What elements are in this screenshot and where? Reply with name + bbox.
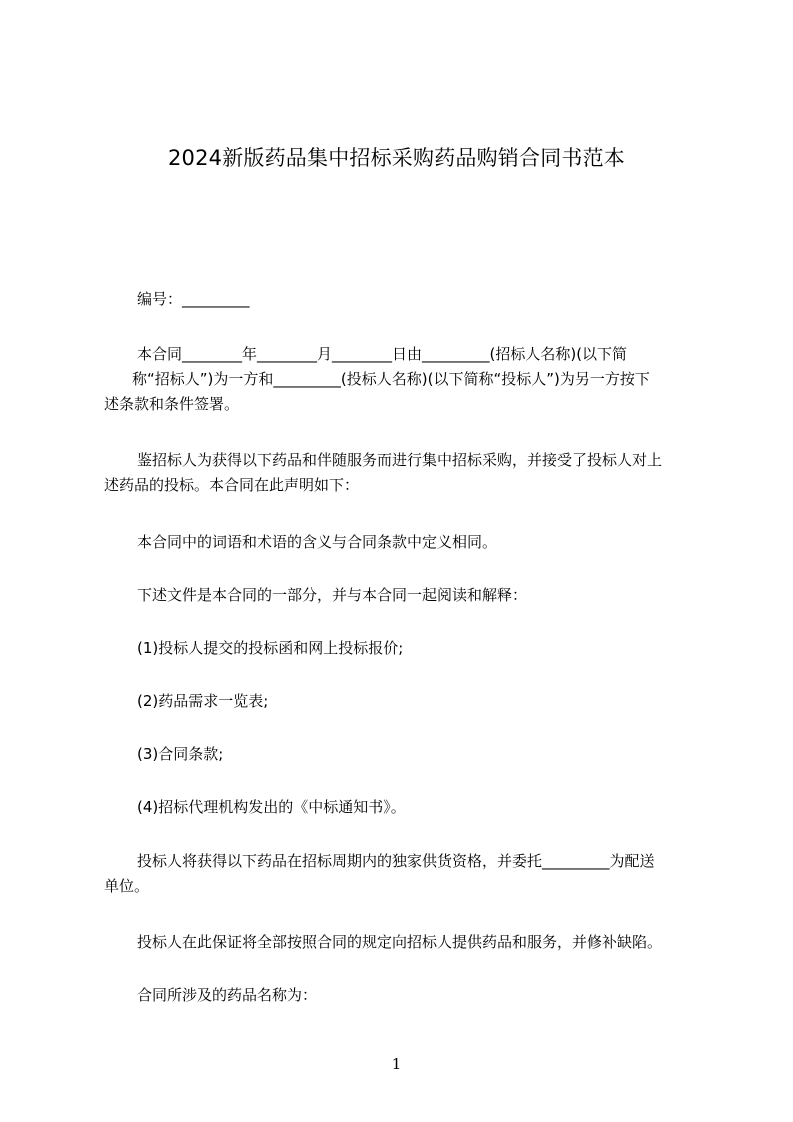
exclusive-line-2: 单位。	[104, 877, 150, 895]
preamble-line-3: 述条款和条件签署。	[104, 395, 240, 413]
guarantee-paragraph: 投标人在此保证将全部按照合同的规定向招标人提供药品和服务，并修补缺陷。	[137, 933, 663, 951]
contract-number: 编号：_________	[137, 290, 250, 308]
whereas-line-2: 述药品的投标。本合同在此声明如下：	[104, 476, 360, 494]
whereas-line-1: 鉴招标人为获得以下药品和伴随服务而进行集中招标采购，并接受了投标人对上	[137, 451, 663, 469]
page-number: 1	[391, 1055, 402, 1073]
preamble-paragraph	[104, 342, 703, 417]
preamble-line-2: 称“招标人”)为一方和_________(投标人名称)(以下简称“投标人”)为另一方按下	[132, 370, 650, 388]
whereas-paragraph	[104, 448, 703, 498]
preamble-line-1: 本合同________年________月________日由_________(招标人名称)(以下简	[137, 345, 628, 363]
document-title: 2024新版药品集中招标采购药品购销合同书范本	[167, 146, 626, 170]
documents-intro-paragraph: 下述文件是本合同的一部分，并与本合同一起阅读和解释：	[137, 586, 528, 604]
document-list-item-4: (4)招标代理机构发出的《中标通知书》。	[137, 798, 406, 816]
document-list-item-3: (3)合同条款;	[137, 745, 224, 763]
exclusive-supply-paragraph	[104, 849, 703, 899]
definitions-paragraph: 本合同中的词语和术语的含义与合同条款中定义相同。	[137, 533, 498, 551]
drug-names-intro-paragraph: 合同所涉及的药品名称为：	[137, 986, 318, 1004]
document-list-item-1: (1)投标人提交的投标函和网上投标报价;	[137, 639, 404, 657]
document-list-item-2: (2)药品需求一览表;	[137, 692, 269, 710]
exclusive-line-1: 投标人将获得以下药品在招标周期内的独家供货资格，并委托_________为配送	[137, 852, 655, 870]
